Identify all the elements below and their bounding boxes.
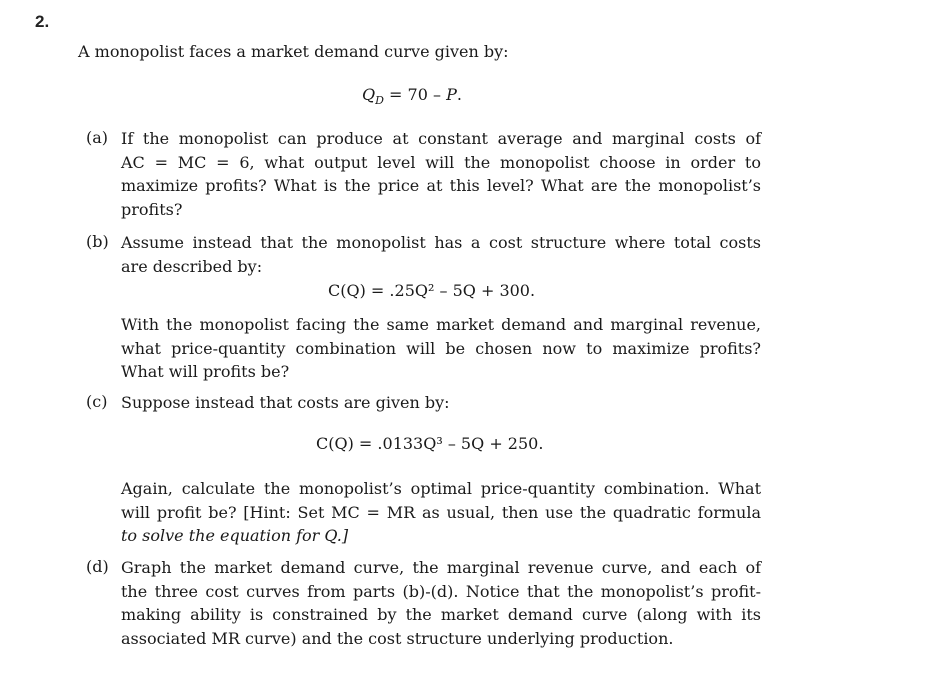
part-b-line: What will profits be? xyxy=(121,362,290,381)
question-number: 2. xyxy=(35,12,50,31)
demand-equation: $Q_D = 70 - P$. xyxy=(362,85,462,108)
part-a-line: If the monopolist can produce at constant average and marginal costs of xyxy=(121,129,761,148)
part-c-cost-equation: C(Q) = .0133Q³ – 5Q + 250. xyxy=(316,434,544,453)
part-d-label: (d) xyxy=(86,557,109,576)
part-d-line: Graph the market demand curve, the marginal revenue curve, and each of xyxy=(121,558,761,577)
part-c-line: to solve the equation for Q.] xyxy=(121,526,349,545)
part-a-line: maximize profits? What is the price at this level? What are the monopolist’s xyxy=(121,176,761,195)
intro-text: A monopolist faces a market demand curve given by: xyxy=(78,42,509,61)
part-c-text-before xyxy=(121,391,761,415)
part-d-line: the three cost curves from parts (b)-(d). Notice that the monopolist’s profit- xyxy=(121,581,761,601)
part-b-line: are described by: xyxy=(121,256,263,276)
part-c-line: Again, calculate the monopolist’s optimal price-quantity combination. What xyxy=(121,479,761,498)
part-b-line: what price-quantity combination will be chosen now to maximize profits? xyxy=(121,338,761,358)
part-a-line: AC = MC = 6, what output level will the monopolist choose in order to xyxy=(121,152,761,172)
part-b-cost-equation: C(Q) = .25Q² – 5Q + 300. xyxy=(328,281,536,300)
part-b-line: With the monopolist facing the same market demand and marginal revenue, xyxy=(121,315,761,334)
part-c-line: Suppose instead that costs are given by: xyxy=(121,393,450,412)
part-a-label: (a) xyxy=(86,128,109,147)
part-b-text-after xyxy=(121,313,761,384)
part-d-text xyxy=(121,556,761,650)
part-b-text-before xyxy=(121,231,761,278)
part-c-line: will profit be? [Hint: Set MC = MR as usual, then use the quadratic formula xyxy=(121,502,761,522)
part-b-label: (b) xyxy=(86,232,109,251)
part-a-text xyxy=(121,127,761,221)
part-c-text-after xyxy=(121,477,761,548)
part-c-label: (c) xyxy=(86,392,108,411)
part-b-line: Assume instead that the monopolist has a cost structure where total costs xyxy=(121,233,761,252)
part-d-line: associated MR curve) and the cost structure underlying production. xyxy=(121,628,674,648)
part-d-line: making ability is constrained by the market demand curve (along with its xyxy=(121,605,761,624)
part-a-line: profits? xyxy=(121,199,183,219)
